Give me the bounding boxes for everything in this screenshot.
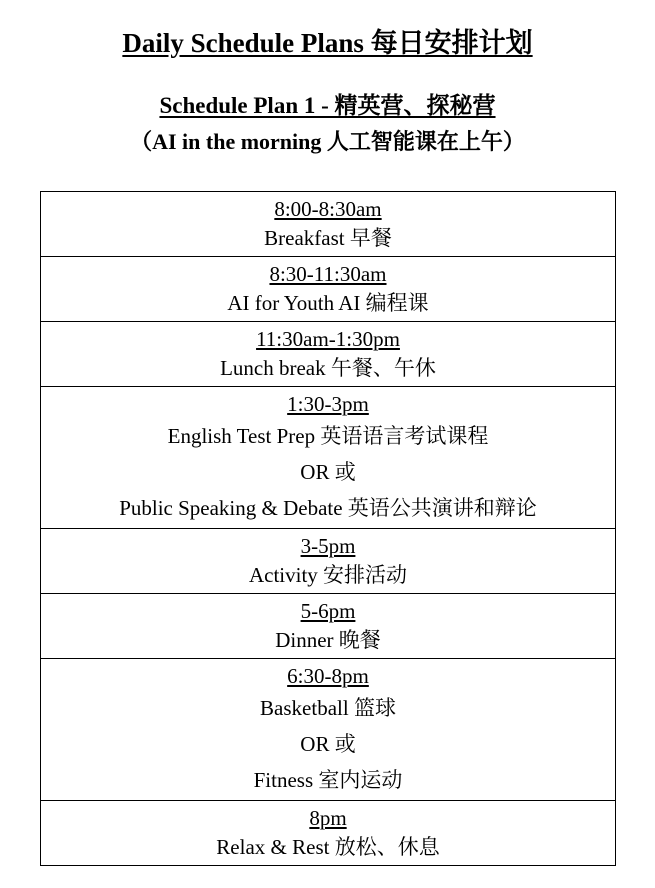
time-slot: 5-6pm [300, 599, 356, 623]
schedule-cell [41, 659, 616, 801]
schedule-row [41, 322, 616, 387]
activity-text: AI for Youth AI 编程课 [227, 291, 429, 315]
activity-text: Breakfast 早餐 [264, 226, 392, 250]
schedule-cell [41, 257, 616, 322]
activity-text: Lunch break 午餐、午休 [220, 356, 436, 380]
time-slot: 8pm [309, 806, 347, 830]
schedule-row [41, 387, 616, 529]
schedule-table [40, 191, 616, 866]
schedule-cell [41, 192, 616, 257]
time-slot: 1:30-3pm [287, 392, 369, 416]
activity-separator: OR 或 [300, 460, 356, 484]
time-slot: 11:30am-1:30pm [256, 327, 400, 351]
schedule-row [41, 801, 616, 866]
activity-text: Basketball 篮球 [260, 696, 396, 720]
plan-title: Schedule Plan 1 - 精英营、探秘营 [159, 93, 496, 118]
schedule-row [41, 257, 616, 322]
time-slot: 3-5pm [300, 534, 356, 558]
schedule-row [41, 529, 616, 594]
activity-text: Public Speaking & Debate 英语公共演讲和辩论 [119, 496, 537, 520]
schedule-cell [41, 529, 616, 594]
time-slot: 8:30-11:30am [269, 262, 387, 286]
schedule-cell [41, 387, 616, 529]
activity-text: Fitness 室内运动 [253, 768, 403, 792]
schedule-cell [41, 801, 616, 866]
activity-text: Activity 安排活动 [248, 563, 408, 587]
schedule-row [41, 594, 616, 659]
activity-text: English Test Prep 英语语言考试课程 [167, 424, 489, 448]
schedule-cell [41, 322, 616, 387]
plan-subtitle: （AI in the morning 人工智能课在上午） [130, 129, 525, 154]
activity-text: Dinner 晚餐 [275, 628, 381, 652]
schedule-row [41, 192, 616, 257]
schedule-cell [41, 594, 616, 659]
time-slot: 8:00-8:30am [274, 197, 382, 221]
activity-text: Relax & Rest 放松、休息 [216, 835, 440, 859]
document-title: Daily Schedule Plans 每日安排计划 [122, 28, 533, 58]
schedule-row [41, 659, 616, 801]
activity-separator: OR 或 [300, 732, 356, 756]
time-slot: 6:30-8pm [287, 664, 369, 688]
